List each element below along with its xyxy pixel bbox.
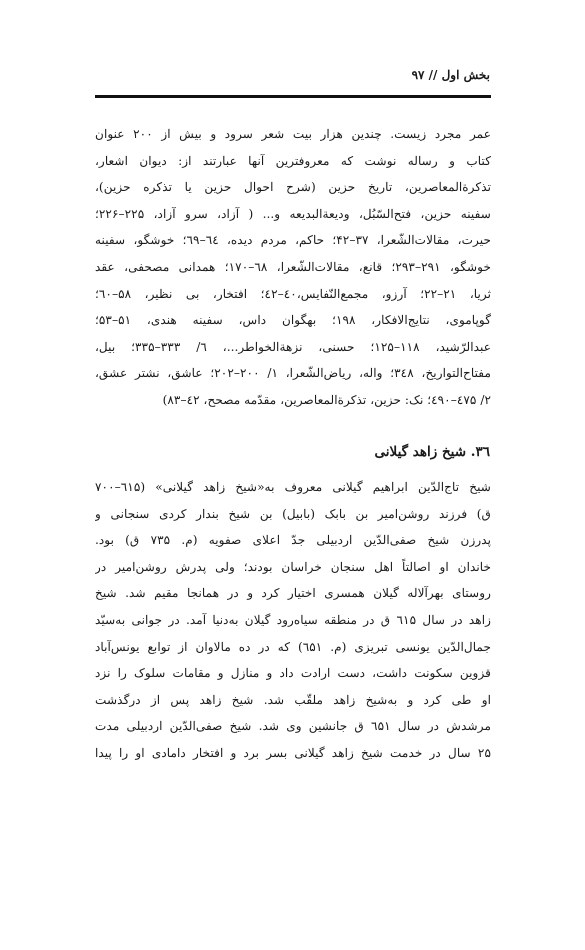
text-line: ق) فرزند روشن‌امیر بن بابک (بابیل) بن شیخ بندار کردی سنجانی و (95, 506, 491, 521)
section-heading: ۳٦. شیخ زاهد گیلانی (374, 444, 490, 460)
text-line: او طی کرد و به‌شیخ زاهد ملقّب شد. شیخ زاهد پس از درگذشت (95, 692, 491, 707)
text-line: خوشگو، ۲۹۱–۲۹۳؛ قانع، مقالات‌الشّعرا، ٦۸–۱۷۰؛ همدانی مصحفی، عقد (95, 259, 491, 274)
text-line: شیخ تاج‌الدّین ابراهیم گیلانی معروف به«شیخ زاهد گیلانی» (٦۱۵–۷۰۰ (95, 480, 491, 494)
text-line: گوپاموی، نتایج‌الافکار، ۱۹۸؛ بهگوان داس، سفینه هندی، ۵۱–۵۳؛ (95, 313, 491, 328)
text-line: عمر مجرد زیست. چندین هزار بیت شعر سرود و بیش از ۲۰۰ عنوان (95, 127, 491, 141)
text-line: ۲۵ سال در خدمت شیخ زاهد گیلانی بسر برد و افتخار دامادی او را پیدا (95, 745, 491, 760)
header-rule (95, 95, 491, 98)
text-line: حیرت، مقالات‌الشّعرا، ۳۷–۴۲؛ حاکم، مردم دیده، ٦٤–٦٩؛ خوشگو، سفینه (95, 233, 491, 248)
text-line: مرشدش در سال ٦۵۱ ق جانشین وی شد. شیخ صفی‌الدّین اردبیلی مدت (95, 719, 491, 734)
text-line: عبدالرّشید، ۱۱۸–۱۲۵؛ حسنی، نزهةالخواطر...، ٦/ ۳۳۳–۳۳۵؛ بیل، (95, 339, 491, 354)
text-line: سفینه حزین، فتح‌السّبُل، ودیعةالبدیعه و... ( آزاد، سرو آزاد، ۲۲۵–۲۲۶؛ (95, 206, 491, 221)
text-line: قزوین سکونت داشت، دست ارادت داد و منازل و مقامات سلوک را نزد (95, 666, 491, 681)
running-head: بخش اول // ۹۷ (411, 68, 490, 82)
text-line: پدرزن شیخ صفی‌الدّین اردبیلی جدّ اعلای صفویه (م. ۷۳۵ ق) بود. (95, 533, 491, 548)
text-line: تذکرةالمعاصرین، تاریخ حزین (شرح احوال حزین یا تذکره حزین)، (95, 180, 491, 195)
text-line: روستای بهرآلاله گیلان همسری اختیار کرد و در همانجا مقیم شد. شیخ (95, 586, 491, 601)
paragraph-2 (95, 474, 491, 767)
text-line: ۲/ ٤۷۵–٤۹٠؛ نک: حزین، تذکرةالمعاصرین، مقدّمه مصحح، ٤۲–۸۳) (162, 392, 491, 407)
text-line: جمال‌الدّین یونسی تبریزی (م. ٦۵۱) که در ده مالاوان از توابع یونس‌آباد (95, 639, 491, 654)
text-line: مفتاح‌التواریخ، ۳٤۸؛ واله، ریاض‌الشّعرا، ۱/ ۲۰۰–۲۰۲؛ عاشق، نشتر عشق، (95, 366, 491, 381)
text-line: خاندان او اصالتاً اهل سنجان خراسان بودند؛ ولی پدرش روشن‌امیر در (95, 559, 491, 574)
text-line: زاهد در سال ٦۱۵ ق در منطقه سیاه‌رود گیلان به‌دنیا آمد. در جوانی به‌سیّد (95, 612, 491, 627)
text-line: کتاب و رساله نوشت که معروفترین آنها عبارتند از: دیوان اشعار، (95, 153, 491, 168)
text-line: ثریا، ۲۱–۲۲؛ آرزو، مجمع‌النّفایس،٤٠–٤٢؛ افتخار، بی نظیر، ۵۸–٦٠؛ (95, 286, 491, 301)
paragraph-1 (95, 121, 491, 414)
